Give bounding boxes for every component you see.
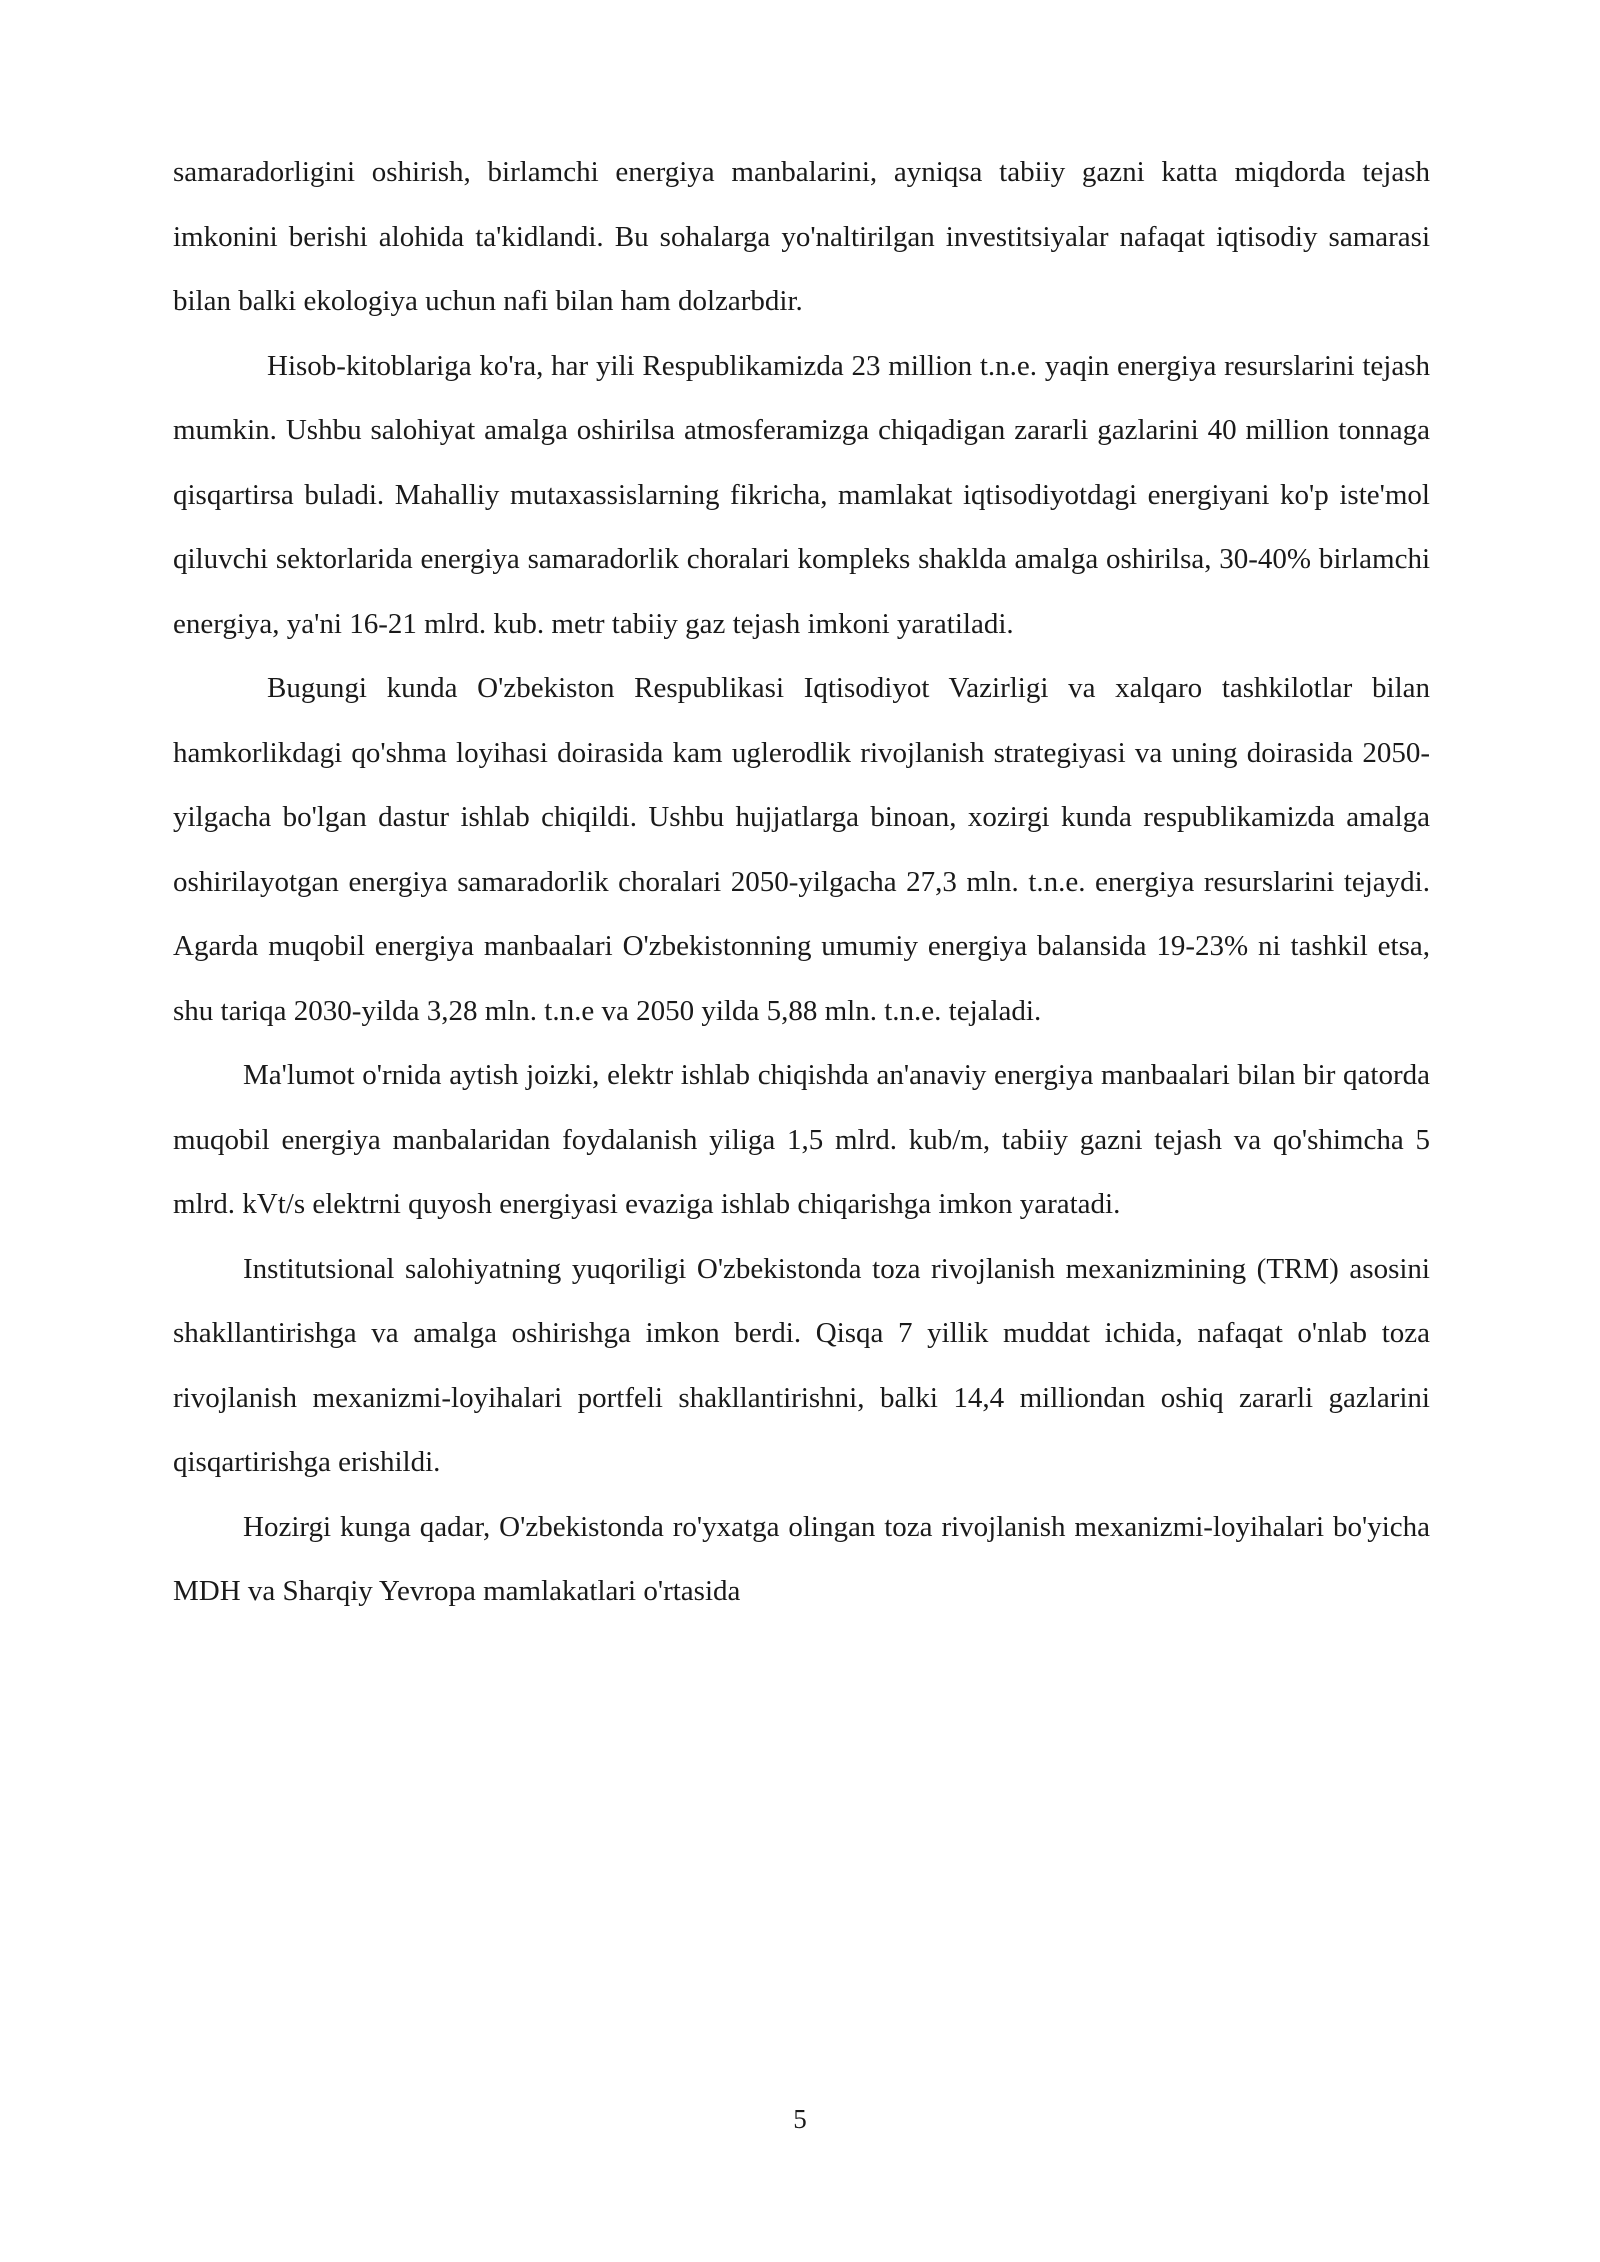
paragraph-4: Ma'lumot o'rnida aytish joizki, elektr ishlab chiqishda an'anaviy energiya manbaalari bilan bir qatorda muqobil energiya manbalaridan foydalanish yiliga 1,5 mlrd. kub/m, tabiiy gazni tejash va qo'shimcha 5 mlrd. kVt/s elektrni quyosh energiyasi evaziga ishlab chiqarishga imkon yaratadi. bbox=[173, 1059, 1430, 1220]
paragraph-6: Hozirgi kunga qadar, O'zbekistonda ro'yxatga olingan toza rivojlanish mexanizmi-loyihalari bo'yicha MDH va Sharqiy Yevropa mamlakatlari o'rtasida bbox=[173, 1510, 1430, 1607]
paragraph-2: Hisob-kitoblariga ko'ra, har yili Respublikamizda 23 million t.n.e. yaqin energiya resurslarini tejash mumkin. Ushbu salohiyat amalga oshirilsa atmosferamizga chiqadigan zararli gazlarini 40 million tonnaga qisqartirsa buladi. Mahalliy mutaxassislarning fikricha, mamlakat iqtisodiyotdagi energiyani ko'p iste'mol qiluvchi sektorlarida energiya samaradorlik choralari kompleks shaklda amalga oshirilsa, 30-40% birlamchi energiya, ya'ni 16-21 mlrd. kub. metr tabiiy gaz tejash imkoni yaratiladi. bbox=[173, 349, 1430, 640]
paragraph-5: Institutsional salohiyatning yuqoriligi O'zbekistonda toza rivojlanish mexanizmining (TRM) asosini shakllantirishga va amalga oshirishga imkon berdi. Qisqa 7 yillik muddat ichida, nafaqat o'nlab toza rivojlanish mexanizmi-loyihalari portfeli shakllantirishni, balki 14,4 milliondan oshiq zararli gazlarini qisqartirishga erishildi. bbox=[173, 1252, 1430, 1478]
paragraph-1: samaradorligini oshirish, birlamchi energiya manbalarini, ayniqsa tabiiy gazni katta miqdorda tejash imkonini berishi alohida ta'kidlandi. Bu sohalarga yo'naltirilgan investitsiyalar nafaqat iqtisodiy samarasi bilan balki ekologiya uchun nafi bilan ham dolzarbdir. bbox=[173, 156, 1430, 317]
page-number: 5 bbox=[793, 2104, 807, 2134]
paragraph-3: Bugungi kunda O'zbekiston Respublikasi Iqtisodiyot Vazirligi va xalqaro tashkilotlar bilan hamkorlikdagi qo'shma loyihasi doirasida kam uglerodlik rivojlanish strategiyasi va uning doirasida 2050-yilgacha bo'lgan dastur ishlab chiqildi. Ushbu hujjatlarga binoan, xozirgi kunda respublikamizda amalga oshirilayotgan energiya samaradorlik choralari 2050-yilgacha 27,3 mln. t.n.e. energiya resurslarini tejaydi. Agarda muqobil energiya manbaalari O'zbekistonning umumiy energiya balansida 19-23% ni tashkil etsa, shu tariqa 2030-yilda 3,28 mln. t.n.e va 2050 yilda 5,88 mln. t.n.e. tejaladi. bbox=[173, 672, 1430, 1027]
body-text bbox=[173, 140, 1430, 1624]
